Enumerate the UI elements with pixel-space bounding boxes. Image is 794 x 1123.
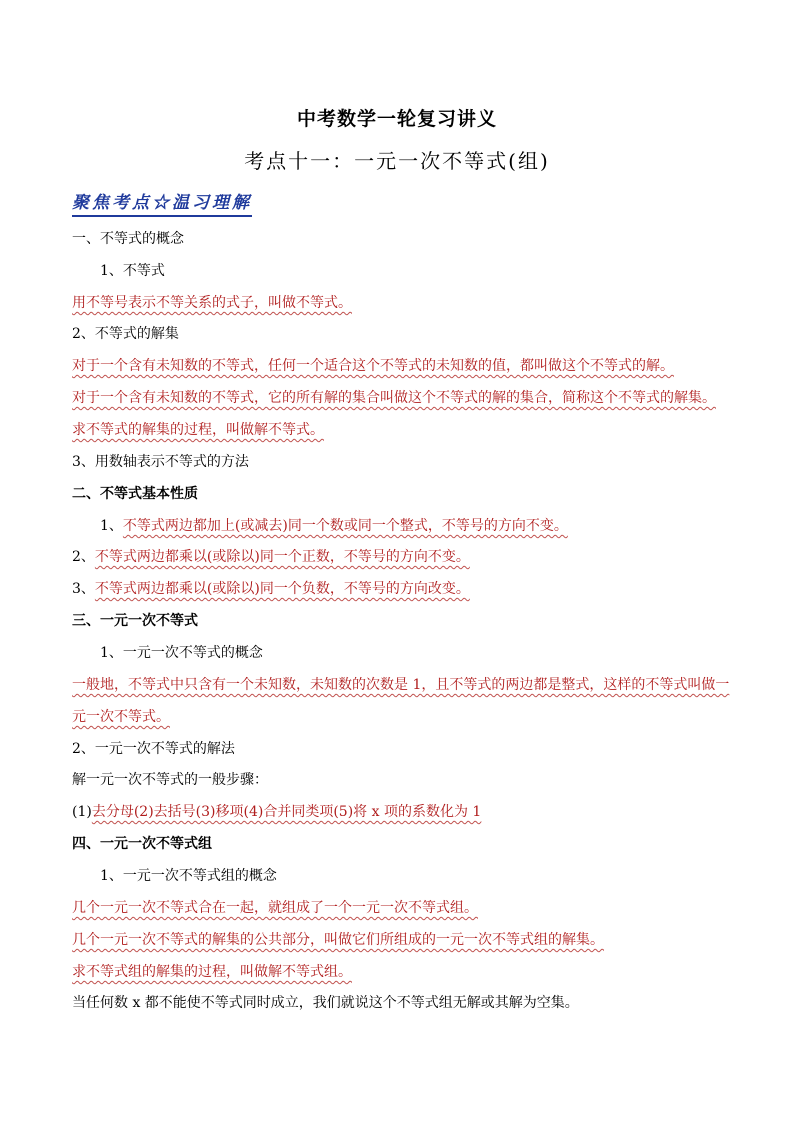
steps-prefix: (1) <box>72 804 92 820</box>
section4-item1-label: 1、一元一次不等式组的概念 <box>100 868 277 884</box>
section1-heading: 一、不等式的概念 <box>72 231 184 247</box>
section4-heading: 四、一元一次不等式组 <box>72 836 212 852</box>
section1-item1-definition: 用不等号表示不等关系的式子，叫做不等式。 <box>72 295 352 311</box>
section1-item2-line2: 对于一个含有未知数的不等式，它的所有解的集合叫做这个不等式的解的集合，简称这个不等式的解集。 <box>72 390 716 406</box>
section1-item2-line3: 求不等式的解集的过程，叫做解不等式。 <box>72 422 324 438</box>
section2-property2 <box>72 547 470 567</box>
property1-text: 不等式两边都加上(或减去)同一个数或同一个整式，不等号的方向不变。 <box>122 518 568 534</box>
section3-steps <box>72 802 481 822</box>
section1-item3-label: 3、用数轴表示不等式的方法 <box>72 454 249 470</box>
property3-number: 3、 <box>72 581 95 597</box>
section3-item1-label: 1、一元一次不等式的概念 <box>100 645 263 661</box>
property1-number: 1、 <box>100 518 123 534</box>
section2-property3 <box>72 579 470 599</box>
document-subtitle: 考点十一：一元一次不等式(组) <box>244 149 550 173</box>
property3-text: 不等式两边都乘以(或除以)同一个负数，不等号的方向改变。 <box>94 581 470 597</box>
section3-item2-label: 2、一元一次不等式的解法 <box>72 741 235 757</box>
section1-item2-line1: 对于一个含有未知数的不等式，任何一个适合这个不等式的未知数的值，都叫做这个不等式的解。 <box>72 358 674 374</box>
section1-item2-label: 2、不等式的解集 <box>72 326 179 342</box>
section3-heading: 三、一元一次不等式 <box>72 613 198 629</box>
section4-line2: 几个一元一次不等式的解集的公共部分，叫做它们所组成的一元一次不等式组的解集。 <box>72 932 604 948</box>
section4-line4: 当任何数 x 都不能使不等式同时成立，我们就说这个不等式组无解或其解为空集。 <box>72 995 579 1011</box>
section4-line3: 求不等式组的解集的过程，叫做解不等式组。 <box>72 964 352 980</box>
property2-number: 2、 <box>72 549 95 565</box>
document-title: 中考数学一轮复习讲义 <box>296 108 497 130</box>
section-banner: 聚焦考点☆温习理解 <box>72 188 252 217</box>
steps-text: 去分母(2)去括号(3)移项(4)合并同类项(5)将 x 项的系数化为 1 <box>91 804 482 820</box>
section3-item2-intro: 解一元一次不等式的一般步骤： <box>72 772 268 788</box>
section3-item1-line2: 元一次不等式。 <box>72 709 170 725</box>
section4-line1: 几个一元一次不等式合在一起，就组成了一个一元一次不等式组。 <box>72 900 478 916</box>
section3-item1-line1: 一般地，不等式中只含有一个未知数，未知数的次数是 1，且不等式的两边都是整式，这样的不等式叫做一 <box>72 677 730 693</box>
section2-heading: 二、不等式基本性质 <box>72 486 198 502</box>
property2-text: 不等式两边都乘以(或除以)同一个正数，不等号的方向不变。 <box>94 549 470 565</box>
section1-item1-label: 1、不等式 <box>100 263 165 279</box>
section2-property1 <box>100 516 568 536</box>
